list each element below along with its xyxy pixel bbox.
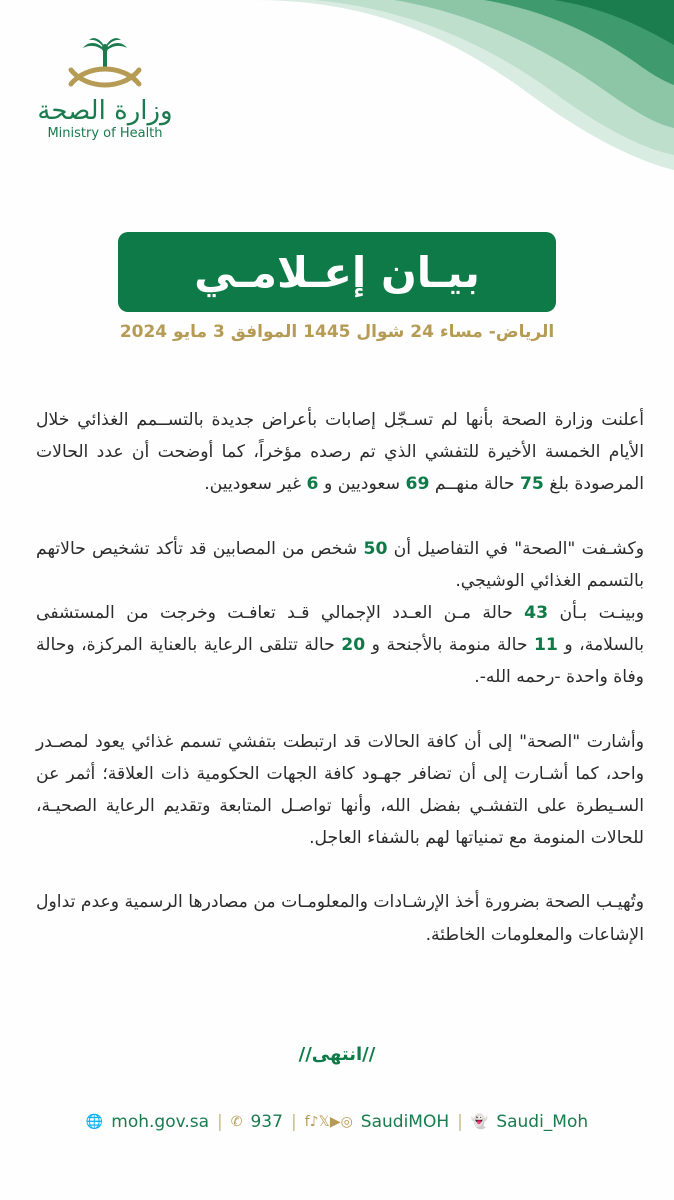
saudi-cases-number: 69 bbox=[405, 474, 430, 495]
p1-text-a: أعلنت وزارة الصحة بأنها لم تسـجّل إصابات بأعراض جديدة بالتســمم الغذائي خلال الأيام الخمسة الأخيرة للتفشي الذي تم رصده مؤخراً، كما أوضحت أن عدد الحالات المرصودة بلغ bbox=[36, 410, 644, 495]
end-mark: //انتهى// bbox=[298, 1044, 376, 1065]
palm-swords-emblem-icon bbox=[57, 36, 153, 94]
p2-text-b: شخص من المصابين قد تأكد تشخيص حالاتهم بالتسمم الغذائي الوشيجي. bbox=[36, 538, 644, 591]
social-media-icons: f♪𝕏▶◎ bbox=[304, 1114, 353, 1130]
paragraph-4: وأشارت "الصحة" إلى أن كافة الحالات قد ارتبطت بتفشي تسمم غذائي يعود لمصـدر واحد، كما أشـارت إلى أن تضافر جهـود كافة الجهات الحكومية ذات العلاقة؛ أثمر عن السـيطرة على التفشـي بفضل الله، وأنها تواصـل المتابعة وتقديم الرعاية الصحيـة، للحالات المنومة مع تمنياتها لهم بالشفاء العاجل. bbox=[36, 731, 644, 849]
p1-text-c: سعوديين و bbox=[318, 474, 406, 495]
paragraph-5: وتُهيـب الصحة بضرورة أخذ الإرشـادات والمعلومـات من مصادرها الرسمية وعدم تداول الإشاعات والمعلومات الخاطئة. bbox=[36, 892, 644, 945]
paragraph-1 bbox=[36, 404, 644, 501]
p3-text-d: حالة تتلقى الرعاية بالعناية المركزة، وحالة وفاة واحدة -رحمه الله-. bbox=[36, 635, 644, 688]
social-handle[interactable]: SaudiMOH bbox=[360, 1112, 450, 1132]
divider: | bbox=[290, 1112, 297, 1132]
logo-arabic-text: وزارة الصحة bbox=[37, 96, 173, 126]
recovered-cases-number: 43 bbox=[524, 603, 549, 624]
icu-cases-number: 20 bbox=[341, 635, 366, 656]
p3-text-c: حالة منومة بالأجنحة و bbox=[365, 635, 534, 656]
website-link[interactable]: moh.gov.sa bbox=[111, 1112, 210, 1132]
statement-body bbox=[36, 404, 644, 951]
divider: | bbox=[457, 1112, 463, 1132]
total-cases-number: 75 bbox=[519, 474, 544, 495]
p3-text-b: حالة مـن العـدد الإجمالي قـد تعافـت وخرجت من المستشفى بالسلامة، و bbox=[36, 603, 644, 656]
botulism-cases-number: 50 bbox=[363, 538, 388, 559]
p1-text-d: غير سعوديين. bbox=[204, 474, 307, 495]
snapchat-icon: 👻 bbox=[470, 1114, 489, 1130]
paragraph-2 bbox=[36, 533, 644, 597]
p3-text-a: وبينـت بـأن bbox=[548, 603, 644, 624]
p2-text-a: وكشـفت "الصحة" في التفاصيل أن bbox=[387, 538, 644, 559]
globe-icon: 🌐 bbox=[85, 1114, 104, 1130]
phone-icon: ✆ bbox=[230, 1114, 243, 1130]
p1-text-b: حالة منهــم bbox=[429, 474, 520, 495]
logo-english-text: Ministry of Health bbox=[47, 126, 163, 141]
dateline: الرياض- مساء 24 شوال 1445 الموافق 3 مايو 2024 bbox=[119, 322, 555, 342]
snapchat-handle[interactable]: Saudi_Moh bbox=[496, 1112, 589, 1132]
non-saudi-cases-number: 6 bbox=[306, 474, 319, 495]
ward-cases-number: 11 bbox=[533, 635, 558, 656]
moh-logo bbox=[30, 36, 180, 141]
divider: | bbox=[217, 1112, 223, 1132]
phone-number[interactable]: 937 bbox=[250, 1112, 283, 1132]
statement-title-banner bbox=[118, 232, 556, 312]
paragraph-3 bbox=[36, 597, 644, 694]
decorative-waves bbox=[254, 0, 674, 170]
statement-title: بيـان إعـلامـي bbox=[194, 247, 480, 297]
footer-contacts bbox=[0, 1112, 674, 1132]
